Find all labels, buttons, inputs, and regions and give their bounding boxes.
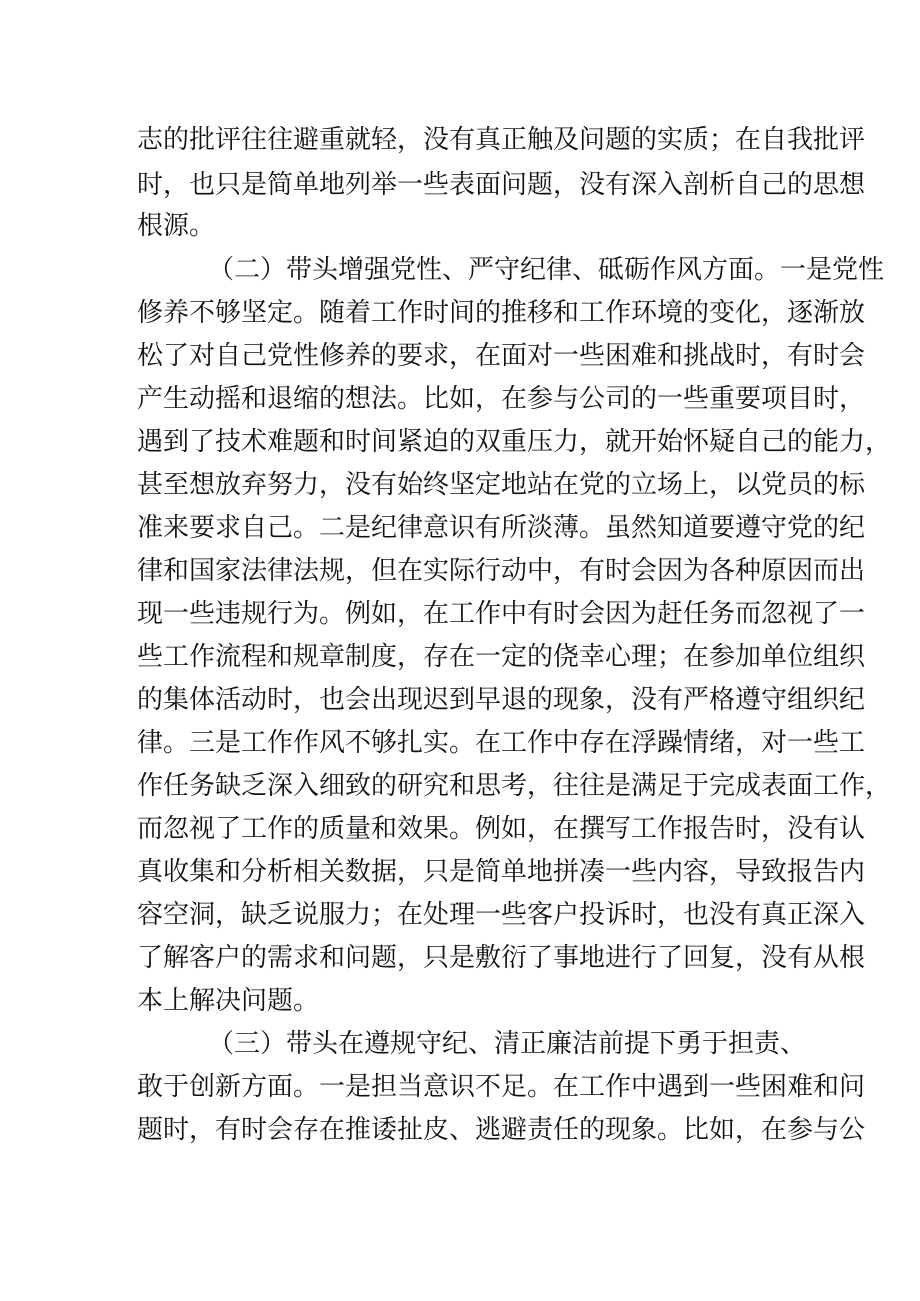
body-text-line: 志的批评往往避重就轻，没有真正触及问题的实质；在自我批评	[137, 125, 866, 155]
body-text-line: 容空洞，缺乏说服力；在处理一些客户投诉时，也没有真正深入	[137, 900, 866, 930]
body-text-line: 作任务缺乏深入细致的研究和思考，往往是满足于完成表面工作，	[137, 771, 892, 801]
body-text-line: 本上解决问题。	[137, 986, 320, 1016]
body-text-line: 真收集和分析相关数据，只是简单地拼凑一些内容，导致报告内	[137, 857, 866, 887]
body-text-line: 根源。	[137, 211, 216, 241]
body-text-line: 准来要求自己。二是纪律意识有所淡薄。虽然知道要遵守党的纪	[137, 513, 866, 543]
body-text-line: 律。三是工作作风不够扎实。在工作中存在浮躁情绪，对一些工	[137, 728, 866, 758]
body-text-line: 律和国家法律法规，但在实际行动中，有时会因为各种原因而出	[137, 556, 866, 586]
body-text-line: 的集体活动时，也会出现迟到早退的现象，没有严格遵守组织纪	[137, 685, 866, 715]
body-text-line: 现一些违规行为。例如，在工作中有时会因为赶任务而忽视了一	[137, 599, 866, 629]
body-text-line: 了解客户的需求和问题，只是敷衍了事地进行了回复，没有从根	[137, 943, 866, 973]
body-text-line: 些工作流程和规章制度，存在一定的侥幸心理；在参加单位组织	[137, 642, 866, 672]
body-text-line: 敢于创新方面。一是担当意识不足。在工作中遇到一些困难和问	[137, 1072, 866, 1102]
body-text-line: 甚至想放弃努力，没有始终坚定地站在党的立场上，以党员的标	[137, 470, 866, 500]
body-text-line: 产生动摇和退缩的想法。比如，在参与公司的一些重要项目时，	[137, 384, 866, 414]
body-text-line: 松了对自己党性修养的要求，在面对一些困难和挑战时，有时会	[137, 341, 866, 371]
body-text-line: 修养不够坚定。随着工作时间的推移和工作环境的变化，逐渐放	[137, 298, 866, 328]
section-heading-line: （二）带头增强党性、严守纪律、砥砺作风方面。一是党性	[208, 255, 885, 285]
body-text-line: 而忽视了工作的质量和效果。例如，在撰写工作报告时，没有认	[137, 814, 866, 844]
section-heading-line: （三）带头在遵规守纪、清正廉洁前提下勇于担责、	[208, 1029, 807, 1059]
body-text-line: 时，也只是简单地列举一些表面问题，没有深入剖析自己的思想	[137, 170, 866, 200]
body-text-line: 题时，有时会存在推诿扯皮、逃避责任的现象。比如，在参与公	[137, 1115, 866, 1145]
body-text-line: 遇到了技术难题和时间紧迫的双重压力，就开始怀疑自己的能力，	[137, 427, 892, 457]
